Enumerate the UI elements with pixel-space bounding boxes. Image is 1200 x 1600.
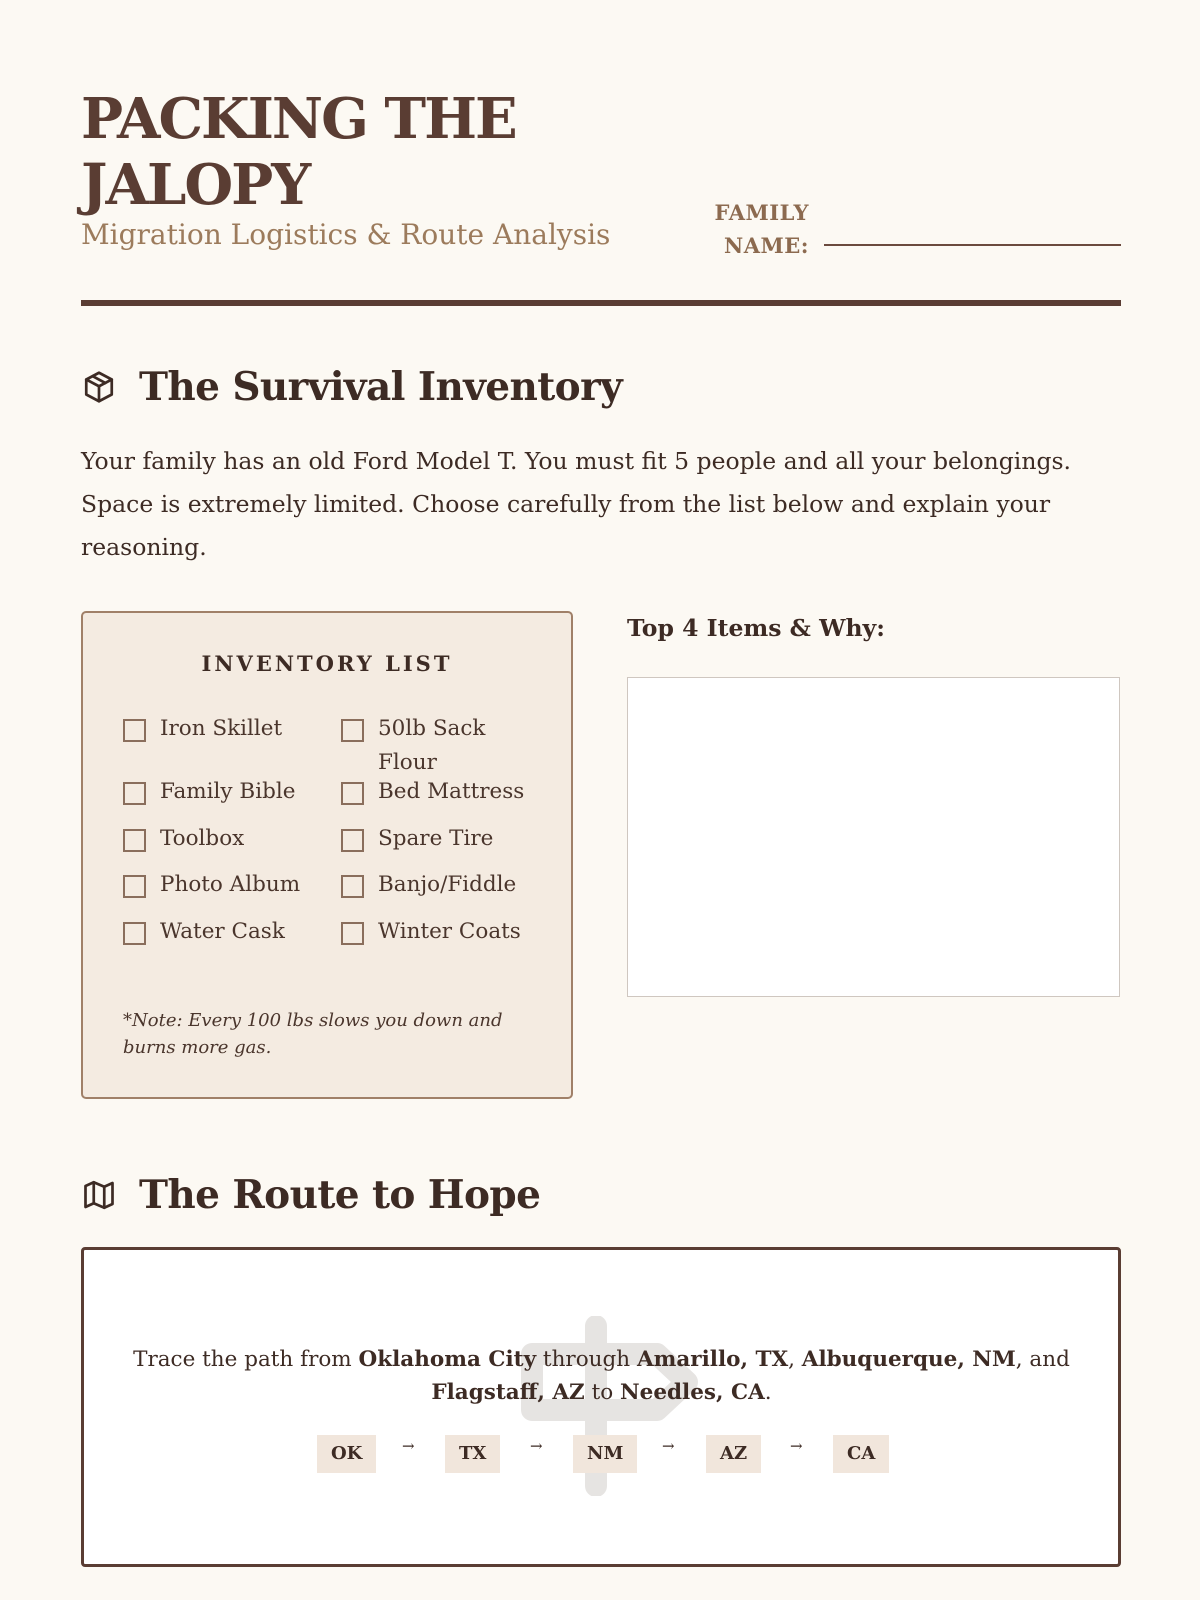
inventory-list-box [81,611,573,1099]
item-label: Spare Tire [378,826,494,851]
state-badge-az: AZ [706,1435,761,1473]
top4-answer-box[interactable] [627,677,1120,997]
page-title: PACKING THE JALOPY [81,86,516,218]
inventory-item[interactable] [341,920,521,949]
map-icon [81,1177,117,1213]
inventory-item[interactable] [123,717,282,746]
state-badge-nm: NM [573,1435,637,1473]
item-checkbox[interactable] [341,782,364,805]
route-states [84,1435,1118,1475]
inventory-item[interactable] [123,873,300,902]
route-arrow: → [662,1437,675,1455]
route-arrow: → [402,1437,415,1455]
route-arrow: → [530,1437,543,1455]
item-checkbox[interactable] [123,875,146,898]
item-label: Winter Coats [378,919,521,944]
route-instructions: Trace the path from Oklahoma City through Amarillo, TX, Albuquerque, NM, and Flagstaff, AZ to Needles, CA. [133,1347,1070,1405]
package-icon [81,369,117,405]
inventory-item[interactable] [341,827,493,856]
inventory-item[interactable] [341,780,524,809]
item-checkbox[interactable] [123,922,146,945]
weight-note: *Note: Every 100 lbs slows you down and burns more gas. [123,1010,503,1058]
item-checkbox[interactable] [341,922,364,945]
header-divider [81,300,1121,306]
inventory-item[interactable] [341,873,516,902]
item-checkbox[interactable] [123,782,146,805]
inventory-heading: The Survival Inventory [139,364,623,410]
inventory-list-title: INVENTORY LIST [201,651,453,676]
item-label: Iron Skillet [160,716,283,741]
route-box [81,1247,1121,1567]
state-badge-ok: OK [317,1435,376,1473]
state-badge-ca: CA [833,1435,889,1473]
family-name-label: FAMILY NAME: [714,200,809,258]
family-name-field[interactable] [824,244,1121,246]
route-section-heading [81,1172,540,1218]
page-subtitle: Migration Logistics & Route Analysis [81,218,611,251]
inventory-item[interactable] [123,827,244,856]
item-checkbox[interactable] [341,875,364,898]
route-arrow: → [790,1437,803,1455]
inventory-item[interactable] [341,717,498,780]
item-label: Family Bible [160,779,296,804]
item-checkbox[interactable] [341,829,364,852]
item-label: Photo Album [160,872,301,897]
item-label: Banjo/Fiddle [378,872,517,897]
route-heading: The Route to Hope [139,1172,541,1218]
item-checkbox[interactable] [123,829,146,852]
item-checkbox[interactable] [123,719,146,742]
item-checkbox[interactable] [341,719,364,742]
item-label: 50lb Sack Flour [378,716,486,775]
inventory-item[interactable] [123,920,285,949]
item-label: Water Cask [160,919,285,944]
state-badge-tx: TX [445,1435,500,1473]
item-label: Bed Mattress [378,779,525,804]
item-label: Toolbox [160,826,245,851]
top4-label: Top 4 Items & Why: [627,614,885,642]
inventory-section-heading [81,364,622,410]
inventory-intro: Your family has an old Ford Model T. You must fit 5 people and all your belongings. Space is extremely limited. Choose carefully from the list below and explain your reasoning. [81,447,1072,561]
inventory-item[interactable] [123,780,295,809]
